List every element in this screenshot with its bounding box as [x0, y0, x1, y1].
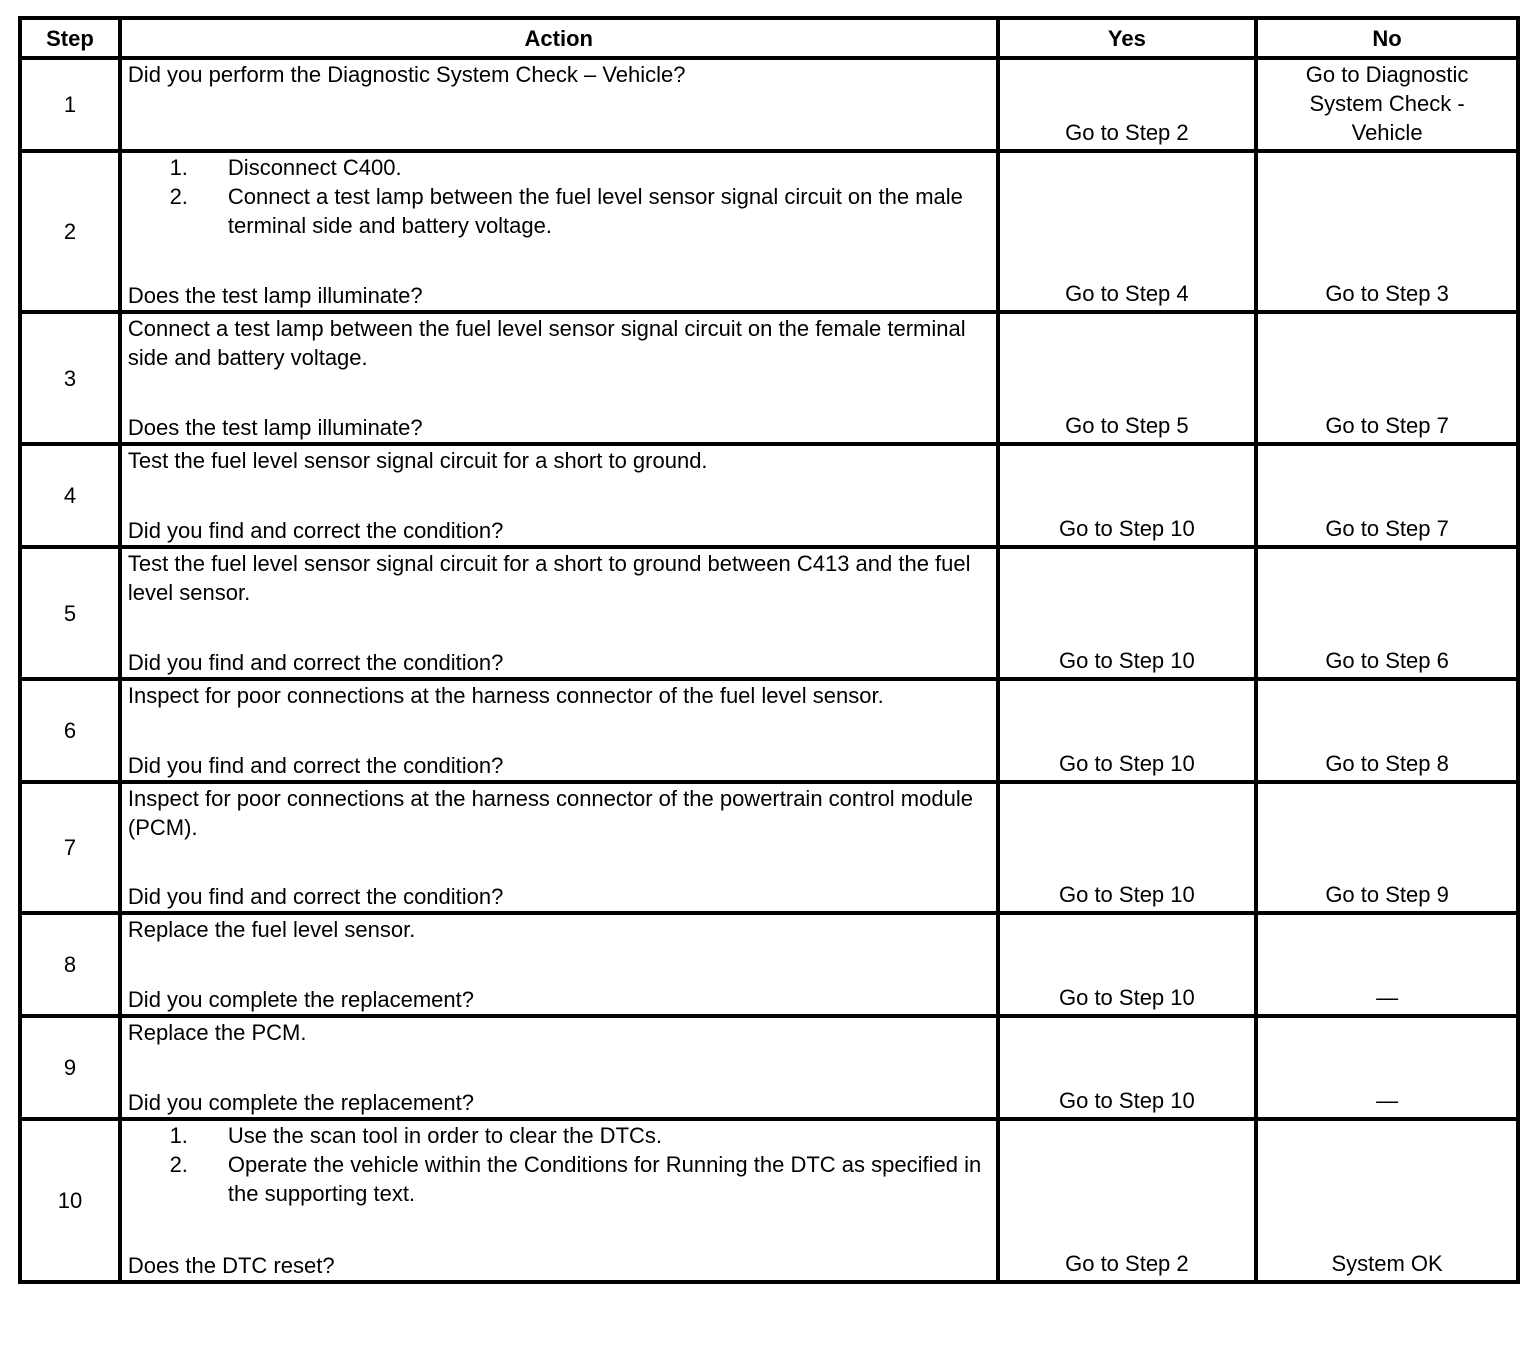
action-cell — [120, 151, 998, 312]
action-instructions — [128, 1121, 990, 1208]
no-result: System OK — [1256, 1119, 1518, 1282]
header-row — [20, 18, 1518, 58]
action-list-item — [128, 182, 990, 240]
header-yes: Yes — [998, 18, 1257, 58]
yes-result: Go to Step 2 — [998, 58, 1257, 151]
action-text: Inspect for poor connections at the harness connector of the powertrain control module (PCM). — [127, 786, 973, 840]
action-instructions — [128, 784, 990, 842]
step-number: 7 — [20, 782, 120, 913]
step-number: 3 — [20, 312, 120, 444]
action-text: Inspect for poor connections at the harness connector of the fuel level sensor. — [127, 683, 884, 708]
yes-result: Go to Step 10 — [998, 444, 1257, 547]
action-cell — [120, 58, 998, 151]
no-result: Go to Step 8 — [1256, 679, 1518, 782]
table-row — [20, 58, 1518, 151]
action-cell — [120, 782, 998, 913]
action-question: Did you find and correct the condition? — [127, 884, 504, 909]
list-number: 1. — [169, 155, 188, 180]
step-number: 2 — [20, 151, 120, 312]
action-content — [128, 681, 990, 780]
no-result: Go to Step 9 — [1256, 782, 1518, 913]
step-number: 8 — [20, 913, 120, 1016]
table-row — [20, 1119, 1518, 1282]
action-question: Did you complete the replacement? — [127, 987, 475, 1012]
list-text: Operate the vehicle within the Conditions for Running the DTC as specified in the supporting text. — [227, 1152, 982, 1206]
action-cell — [120, 1016, 998, 1119]
action-question: Did you find and correct the condition? — [127, 518, 504, 543]
action-instructions — [128, 60, 990, 89]
no-result: Go to Diagnostic System Check - Vehicle — [1256, 58, 1518, 151]
step-number: 10 — [20, 1119, 120, 1282]
no-result: Go to Step 7 — [1256, 312, 1518, 444]
action-content — [128, 60, 990, 149]
action-text: Replace the PCM. — [127, 1020, 307, 1045]
yes-result: Go to Step 10 — [998, 1016, 1257, 1119]
action-content — [128, 314, 990, 442]
yes-result: Go to Step 10 — [998, 547, 1257, 679]
table-row — [20, 547, 1518, 679]
action-cell — [120, 679, 998, 782]
action-text: Test the fuel level sensor signal circuit for a short to ground. — [127, 448, 708, 473]
yes-result: Go to Step 10 — [998, 913, 1257, 1016]
step-number: 6 — [20, 679, 120, 782]
table-row — [20, 913, 1518, 1016]
action-content — [128, 446, 990, 545]
action-instructions — [128, 549, 990, 607]
list-number: 1. — [169, 1123, 188, 1148]
action-list-item — [128, 1150, 990, 1208]
list-text: Use the scan tool in order to clear the DTCs. — [227, 1123, 663, 1148]
header-no: No — [1256, 18, 1518, 58]
action-content — [128, 784, 990, 911]
no-result: Go to Step 7 — [1256, 444, 1518, 547]
diagnostic-table — [18, 16, 1520, 1284]
action-question: Did you find and correct the condition? — [127, 650, 504, 675]
table-row — [20, 679, 1518, 782]
table-row — [20, 444, 1518, 547]
action-content — [128, 1121, 990, 1280]
action-instructions — [128, 1018, 990, 1047]
action-cell — [120, 913, 998, 1016]
action-content — [128, 915, 990, 1014]
yes-result: Go to Step 2 — [998, 1119, 1257, 1282]
no-result: Go to Step 6 — [1256, 547, 1518, 679]
step-number: 4 — [20, 444, 120, 547]
action-text: Connect a test lamp between the fuel level sensor signal circuit on the female terminal side and battery voltage. — [127, 316, 966, 370]
header-step: Step — [20, 18, 120, 58]
table-row — [20, 782, 1518, 913]
no-result: — — [1256, 1016, 1518, 1119]
action-list-item — [128, 1121, 990, 1150]
list-number: 2. — [169, 184, 188, 209]
list-number: 2. — [169, 1152, 188, 1177]
step-number: 1 — [20, 58, 120, 151]
action-instructions — [128, 153, 990, 240]
table-row — [20, 1016, 1518, 1119]
action-list — [128, 1121, 990, 1208]
table-row — [20, 151, 1518, 312]
action-content — [128, 549, 990, 677]
action-text: Test the fuel level sensor signal circuit for a short to ground between C413 and the fuel level sensor. — [127, 551, 971, 605]
action-instructions — [128, 915, 990, 944]
action-content — [128, 153, 990, 310]
action-cell — [120, 312, 998, 444]
step-number: 9 — [20, 1016, 120, 1119]
action-instructions — [128, 446, 990, 475]
no-result: Go to Step 3 — [1256, 151, 1518, 312]
action-question: Does the DTC reset? — [127, 1253, 335, 1278]
action-list — [128, 153, 990, 240]
yes-result: Go to Step 5 — [998, 312, 1257, 444]
action-question: Did you complete the replacement? — [127, 1090, 475, 1115]
yes-result: Go to Step 4 — [998, 151, 1257, 312]
action-question: Does the test lamp illuminate? — [127, 283, 423, 308]
action-content — [128, 1018, 990, 1117]
action-cell — [120, 547, 998, 679]
action-question: Does the test lamp illuminate? — [127, 415, 423, 440]
yes-result: Go to Step 10 — [998, 679, 1257, 782]
action-text: Replace the fuel level sensor. — [127, 917, 416, 942]
no-result: — — [1256, 913, 1518, 1016]
list-text: Disconnect C400. — [227, 155, 402, 180]
action-text: Did you perform the Diagnostic System Check – Vehicle? — [127, 62, 686, 87]
action-instructions — [128, 314, 990, 372]
header-action: Action — [120, 18, 998, 58]
yes-result: Go to Step 10 — [998, 782, 1257, 913]
list-text: Connect a test lamp between the fuel level sensor signal circuit on the male terminal side and battery voltage. — [227, 184, 963, 238]
action-instructions — [128, 681, 990, 710]
table-row — [20, 312, 1518, 444]
action-question: Did you find and correct the condition? — [127, 753, 504, 778]
table-body — [20, 58, 1518, 1282]
step-number: 5 — [20, 547, 120, 679]
action-cell — [120, 444, 998, 547]
action-list-item — [128, 153, 990, 182]
action-cell — [120, 1119, 998, 1282]
